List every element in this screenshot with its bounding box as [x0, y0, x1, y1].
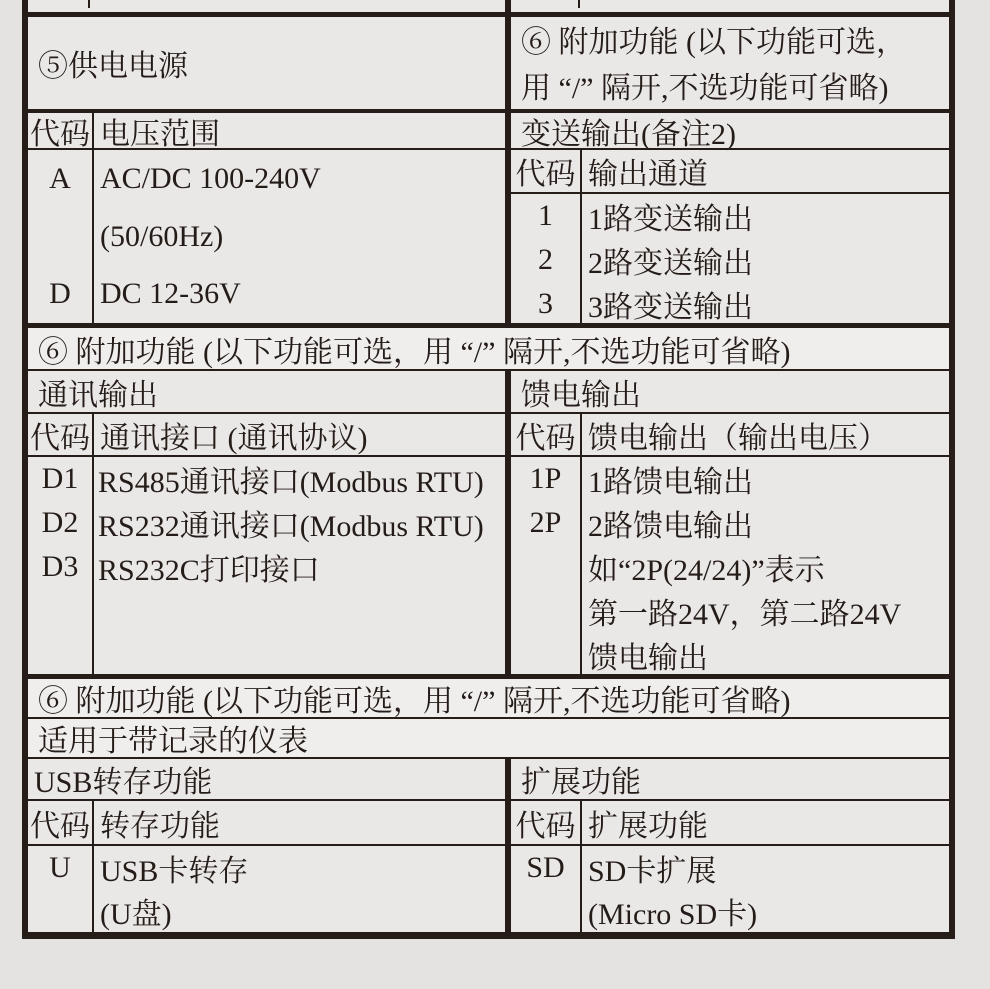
row-power-columns-header	[28, 113, 949, 150]
power-range-d: DC 12-36V	[100, 277, 241, 311]
additional-functions-band-1: ⑥ 附加功能 (以下功能可选，用 “/” 隔开,不选功能可省略)	[28, 328, 949, 371]
feed-output-header: 馈电输出（输出电压）	[588, 421, 888, 455]
feed-values-cell	[505, 457, 949, 674]
comm-code-column	[28, 457, 94, 674]
comm-interface-header: 通讯接口 (通讯协议)	[100, 421, 368, 455]
comm-code-d3: D3	[41, 550, 79, 583]
sd-code-column	[511, 846, 582, 932]
row-power-values	[28, 150, 949, 328]
power-range-header: 电压范围	[100, 117, 220, 151]
sd-code-sd: SD	[526, 850, 565, 884]
feed-label-column	[582, 457, 949, 674]
power-range-column	[94, 150, 505, 323]
feed-note-line3: 馈电输出	[588, 642, 708, 675]
sd-label-column	[582, 846, 949, 932]
power-code-column	[28, 150, 94, 323]
usb-values-cell	[28, 846, 505, 932]
additional-functions-band-2: ⑥ 附加功能 (以下功能可选，用 “/” 隔开,不选功能可省略)	[28, 679, 949, 719]
feed-note-line1: 如“2P(24/24)”表示	[588, 554, 825, 587]
additional-functions-note	[505, 17, 949, 109]
transmit-code-1: 1	[538, 199, 553, 232]
table-line-fragment	[578, 0, 580, 8]
feed-note-line2: 第一路24V，第二路24V	[588, 598, 902, 631]
power-code-a: A	[49, 161, 71, 195]
comm-label-d3: RS232C打印接口	[98, 554, 320, 587]
comm-code-d2: D2	[41, 506, 79, 539]
sd-label-line2: (Micro SD卡)	[588, 897, 758, 931]
comm-code-d1: D1	[41, 462, 79, 495]
row-usb-sd-values	[28, 846, 949, 932]
power-values-cell	[28, 150, 505, 323]
transmit-channel-header: 输出通道	[588, 158, 708, 191]
additional-note-line2: 用 “/” 隔开,不选功能可省略)	[521, 72, 889, 105]
cropped-row-remnant	[28, 0, 949, 12]
transmit-label-column	[582, 194, 949, 326]
transmit-code-3: 3	[538, 287, 553, 320]
feed-label-1p: 1路馈电输出	[588, 466, 753, 499]
usb-function-title: USB转存功能	[34, 766, 213, 799]
transmit-rows	[511, 194, 949, 326]
extension-function-title: 扩展功能	[505, 759, 949, 799]
transmit-code-header: 代码	[511, 150, 582, 192]
row-comm-feed-values	[28, 457, 949, 679]
table-line-fragment	[505, 0, 511, 12]
ordering-code-table	[22, 0, 955, 939]
transmit-label-2: 2路变送输出	[588, 247, 753, 280]
transmit-label-3: 3路变送输出	[588, 291, 753, 324]
comm-label-d1: RS485通讯接口(Modbus RTU)	[98, 466, 484, 499]
feed-code-1p: 1P	[529, 462, 562, 495]
comm-label-column	[94, 457, 505, 674]
usb-func-header: 转存功能	[100, 809, 220, 843]
usb-code-column	[28, 846, 94, 932]
power-section-title: ⑤供电电源	[38, 50, 188, 83]
feed-code-2p: 2P	[529, 506, 562, 539]
row-comm-feed-headers	[28, 414, 949, 457]
sd-label-line1: SD卡扩展	[588, 854, 717, 888]
row-usb-sd-titles	[28, 759, 949, 801]
sd-headers-cell	[505, 801, 949, 844]
row-usb-sd-headers	[28, 801, 949, 846]
feed-code-column	[511, 457, 582, 674]
comm-values-cell	[28, 457, 505, 674]
usb-label-line2: (U盘)	[100, 897, 172, 931]
feed-label-2p: 2路馈电输出	[588, 510, 753, 543]
row-power-header	[28, 17, 949, 113]
feed-output-title: 馈电输出	[505, 371, 949, 412]
additional-note-line1: ⑥ 附加功能 (以下功能可选，	[521, 26, 906, 59]
power-code-header: 代码	[28, 113, 94, 148]
transmit-label-1: 1路变送输出	[588, 203, 753, 236]
spacer	[28, 889, 92, 932]
transmit-code-column	[511, 194, 582, 326]
transmit-columns-header	[511, 150, 949, 194]
usb-code-u: U	[49, 850, 71, 884]
table-line-fragment	[88, 0, 90, 8]
feed-headers-cell	[505, 414, 949, 455]
row-comm-feed-titles	[28, 371, 949, 414]
usb-code-header: 代码	[28, 801, 94, 844]
spacer	[511, 889, 580, 932]
transmit-cell	[505, 150, 949, 323]
usb-label-line1: USB卡转存	[100, 854, 249, 888]
power-range-a-line2: (50/60Hz)	[100, 219, 224, 253]
comm-code-header: 代码	[28, 414, 94, 455]
usb-label-column	[94, 846, 505, 932]
power-range-a-line1: AC/DC 100-240V	[100, 161, 321, 195]
feed-code-header: 代码	[511, 414, 582, 455]
sd-values-cell	[505, 846, 949, 932]
sd-code-header: 代码	[511, 801, 582, 844]
comm-output-title: 通讯输出	[38, 378, 158, 412]
comm-label-d2: RS232通讯接口(Modbus RTU)	[98, 510, 484, 543]
power-code-d: D	[49, 277, 71, 311]
transmit-output-title: 变送输出(备注2)	[505, 113, 949, 148]
recording-instruments-band: 适用于带记录的仪表	[28, 719, 949, 759]
sd-func-header: 扩展功能	[588, 809, 708, 843]
transmit-code-2: 2	[538, 243, 553, 276]
